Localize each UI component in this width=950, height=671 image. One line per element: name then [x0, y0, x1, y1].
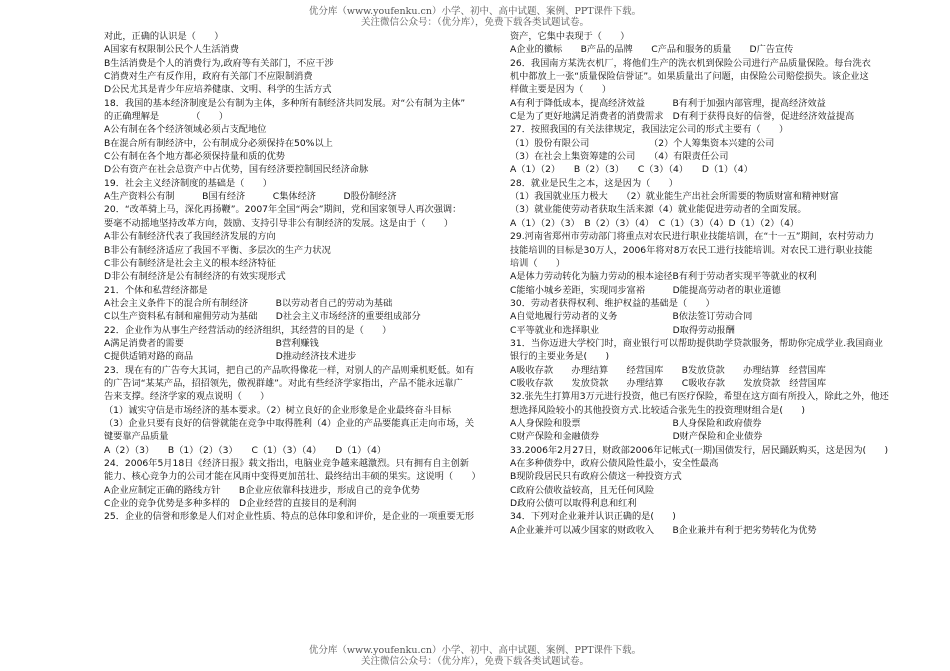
text-line: A非公有制经济代表了我国经济发展的方向 [104, 231, 276, 243]
text-line: 30．劳动者获得权利、维护权益的基础是（ ） [510, 297, 715, 309]
text-line: 的广告词“某某产品，招招领先，傲视群雄”。对此有些经济学家指出，产品不能永远靠广 [104, 377, 463, 389]
text-line: 21．个体和私营经济都是 [104, 284, 208, 296]
text-line: B生活消费是个人的消费行为,政府等有关部门，不应干涉 [104, 57, 334, 69]
text-line: A国家有权限制公民个人生活消费 [104, 44, 239, 56]
text-line: A（1）（2）（3） B（2）（3）（4） C（1）（3）（4）D（1）（2）（4） [510, 217, 800, 229]
text-line: D公民尤其是青少年应培养健康、文明、科学的生活方式 [104, 84, 332, 96]
text-line: A企业应制定正确的路线方针 B企业应依靠科技进步，形成自己的竞争优势 [104, 484, 420, 496]
footer-line-1: 优分库（www.youfenku.cn）小学、初中、高中试题、案例、PPT课件下载。 [308, 645, 642, 656]
text-line: B在混合所有制经济中，公有制成分必须保持在50%以上 [104, 137, 333, 149]
text-line: 23．现在有的广告夸大其词，把自己的产品吹得像花一样，对别人的产品则乘机贬低。如有 [104, 364, 475, 376]
text-line: A人身保险和股票 B人身保险和政府债券 [510, 417, 762, 429]
text-line: 20．“改革骑上马，深化再扬鞭”。2007年全国“两会”期间，党和国家领导人再次强调： [104, 204, 462, 216]
text-line: 29.河南省郑州市劳动部门将重点对农民进行职业技能培训，在“十一五”期间，农村劳动力 [510, 231, 875, 243]
text-line: 告来支撑。经济学家的观点说明（ ） [104, 391, 270, 403]
text-line: C提供适销对路的商品 D推动经济技术进步 [104, 351, 357, 363]
text-line: A公有制在各个经济领域必须占支配地位 [104, 124, 267, 136]
text-line: C以生产资料私有制和雇佣劳动为基础 D社会主义市场经济的重要组成部分 [104, 311, 421, 323]
text-line: 34．下列对企业兼并认识正确的是( ) [510, 511, 676, 523]
page-footer [0, 645, 950, 667]
text-line: A在多种债券中，政府公债风险性最小，安全性最高 [510, 458, 719, 469]
text-line: A社会主义条件下的混合所有制经济 B以劳动者自己的劳动为基础 [104, 297, 393, 309]
text-line: 技能培训的目标是30万人，2006年将对8万农民工进行技能培训。对农民工进行职业技能 [510, 244, 873, 256]
text-line: A自觉地履行劳动者的义务 B依法签订劳动合同 [510, 311, 753, 323]
header-line-1: 优分库（www.youfenku.cn）小学、初中、高中试题、案例、PPT课件下载。 [308, 6, 642, 17]
text-line: B非公有制经济适应了我国不平衡、多层次的生产力状况 [104, 244, 331, 256]
text-line: C企业的竞争优势是多种多样的 D企业经营的直接目的是利润 [104, 498, 357, 510]
text-line: 银行的主要业务是( ) [510, 351, 610, 363]
text-line: 27．按照我国的有关法律规定，我国法定公司的形式主要有（ ） [510, 124, 789, 136]
text-line: C公有制在各个地方都必须保持量和质的优势 [104, 151, 285, 163]
text-line: 32.张先生打算用3万元进行投资，他已有医疗保险，希望在这方面有所投入，除此之外，他还 [510, 391, 889, 403]
text-line: （3）就业能使劳动者获取生活来源（4）就业能促进劳动者的全面发展。 [510, 204, 807, 216]
text-line: 31．当你迈进大学校门时，商业银行可以帮助提供助学贷款服务，帮助你完成学业.我国商业 [510, 337, 883, 349]
text-line: A（1）（2） B（2）（3） C（3）（4） D（1）（4） [510, 164, 753, 176]
text-line: 样做主要是因为（ ） [510, 84, 612, 96]
text-line: 机中都放上一张“质量保险信誉证”。如果质量出了问题，由保险公司赔偿损失。该企业这 [510, 71, 869, 83]
text-line: D公有资产在社会总资产中占优势，国有经济要控制国民经济命脉 [104, 164, 369, 176]
page-header [0, 6, 950, 28]
text-line: 想选择风险较小的其他投资方式.比较适合张先生的投资理财组合是( ) [510, 404, 805, 416]
text-line: 24．2006年5月18日《经济日报》载文指出，电脑业竞争越来越激烈。只有拥有自主创新 [104, 458, 469, 469]
text-line: 26．我国南方某洗衣机厂，将他们生产的洗衣机到保险公司进行产品质量保险。每台洗衣 [510, 57, 871, 69]
text-line: A是体力劳动转化为脑力劳动的根本途径B有利于劳动者实现平等就业的权利 [510, 271, 817, 283]
text-line: 22．企业作为从事生产经营活动的经济组织，其经营的目的是（ ） [104, 324, 392, 336]
text-line: A满足消费者的需要 B营利赚钱 [104, 337, 319, 349]
text-line: C非公有制经济是社会主义的根本经济特征 [104, 257, 276, 269]
text-line: （3）在社会上集资筹建的公司 （4）有限责任公司 [510, 151, 729, 163]
text-line: C平等就业和选择职业 D取得劳动报酬 [510, 324, 735, 336]
text-line: A（2）（3） B（1）（2）（3） C（1）（3）（4） D（1）（4） [104, 444, 387, 456]
text-line: （3）企业只要有良好的信誉就能在竞争中取得胜利（4）企业的产品要能真正走向市场，关 [104, 417, 475, 429]
text-line: 33.2006年2月27日，财政部2006年记帐式(一期)国债发行，居民踊跃购买，这是因为( ) [510, 444, 889, 456]
footer-line-2: 关注微信公众号：（优分库），免费下载各类试题试卷。 [360, 656, 589, 667]
text-line: A吸收存款 办理结算 经营国库 B发放贷款 办理结算 经营国库 [510, 364, 826, 376]
text-line: 对此，正确的认识是（ ） [104, 31, 224, 42]
text-line: A企业兼并可以减少国家的财政收入 B企业兼并有利于把劣势转化为优势 [510, 524, 817, 536]
text-line: A生产资料公有制 B国有经济 C集体经济 D股份制经济 [104, 191, 397, 203]
text-line: 键要靠产品质量 [104, 431, 169, 443]
text-line: A企业的徽标 B产品的品牌 C产品和服务的质量 D广告宣传 [510, 44, 794, 56]
text-line: 资产，它集中表现于（ ） [510, 31, 630, 42]
header-line-2: 关注微信公众号：（优分库），免费下载各类试题试卷。 [360, 17, 589, 28]
text-line: （1）我国就业压力极大 （2）就业能生产出社会所需要的物质财富和精神财富 [510, 191, 839, 203]
text-line: C政府公债收益较高，且无任何风险 [510, 484, 655, 496]
text-line: 19．社会主义经济制度的基础是（ ） [104, 177, 272, 189]
text-line: （1）股份有限公司 （2）个人筹集资本兴建的公司 [510, 137, 775, 149]
text-line: 要毫不动摇地坚持改革方向，鼓励、支持引导非公有制经济的发展。这是由于（ ） [104, 217, 454, 229]
left-column [104, 30, 529, 524]
text-line: D非公有制经济是公有制经济的有效实现形式 [104, 271, 286, 283]
text-line: C消费对生产有反作用，政府有关部门不应限制消费 [104, 71, 313, 83]
text-line: A有利于降低成本，提高经济效益 B有利于加强内部管理，提高经济效益 [510, 97, 826, 109]
text-line: B现阶段居民只有政府公债这一种投资方式 [510, 471, 682, 483]
text-line: C能缩小城乡差距，实现同步富裕 D能提高劳动者的职业道德 [510, 284, 781, 296]
text-line: 能力、核心竞争力的公司才能在风雨中变得更加茁壮、最终结出丰硕的果实。这说明（ ） [104, 471, 481, 483]
text-line: 的正确理解是 （ ） [104, 111, 229, 123]
text-line: （1）诚实守信是市场经济的基本要求。（2）树立良好的企业形象是企业最终奋斗目标 [104, 404, 452, 416]
text-line: C吸收存款 发放贷款 办理结算 C吸收存款 发放贷款 经营国库 [510, 377, 827, 389]
right-column [510, 30, 935, 537]
text-line: 25．企业的信誉和形象是人们对企业性质、特点的总体印象和评价，是企业的一项重要无形 [104, 511, 475, 523]
text-line: C财产保险和金融债券 D财产保险和企业债券 [510, 431, 763, 443]
text-line: 培训（ ） [510, 257, 566, 269]
text-line: 28．就业是民生之本，这是因为（ ） [510, 177, 678, 189]
text-line: 18．我国的基本经济制度是公有制为主体，多种所有制经济共同发展。对“公有制为主体” [104, 97, 466, 109]
text-line: D政府公债可以取得利息和红利 [510, 498, 637, 510]
text-line: C是为了更好地满足消费者的消费需求 D有利于获得良好的信誉，促进经济效益提高 [510, 111, 855, 123]
